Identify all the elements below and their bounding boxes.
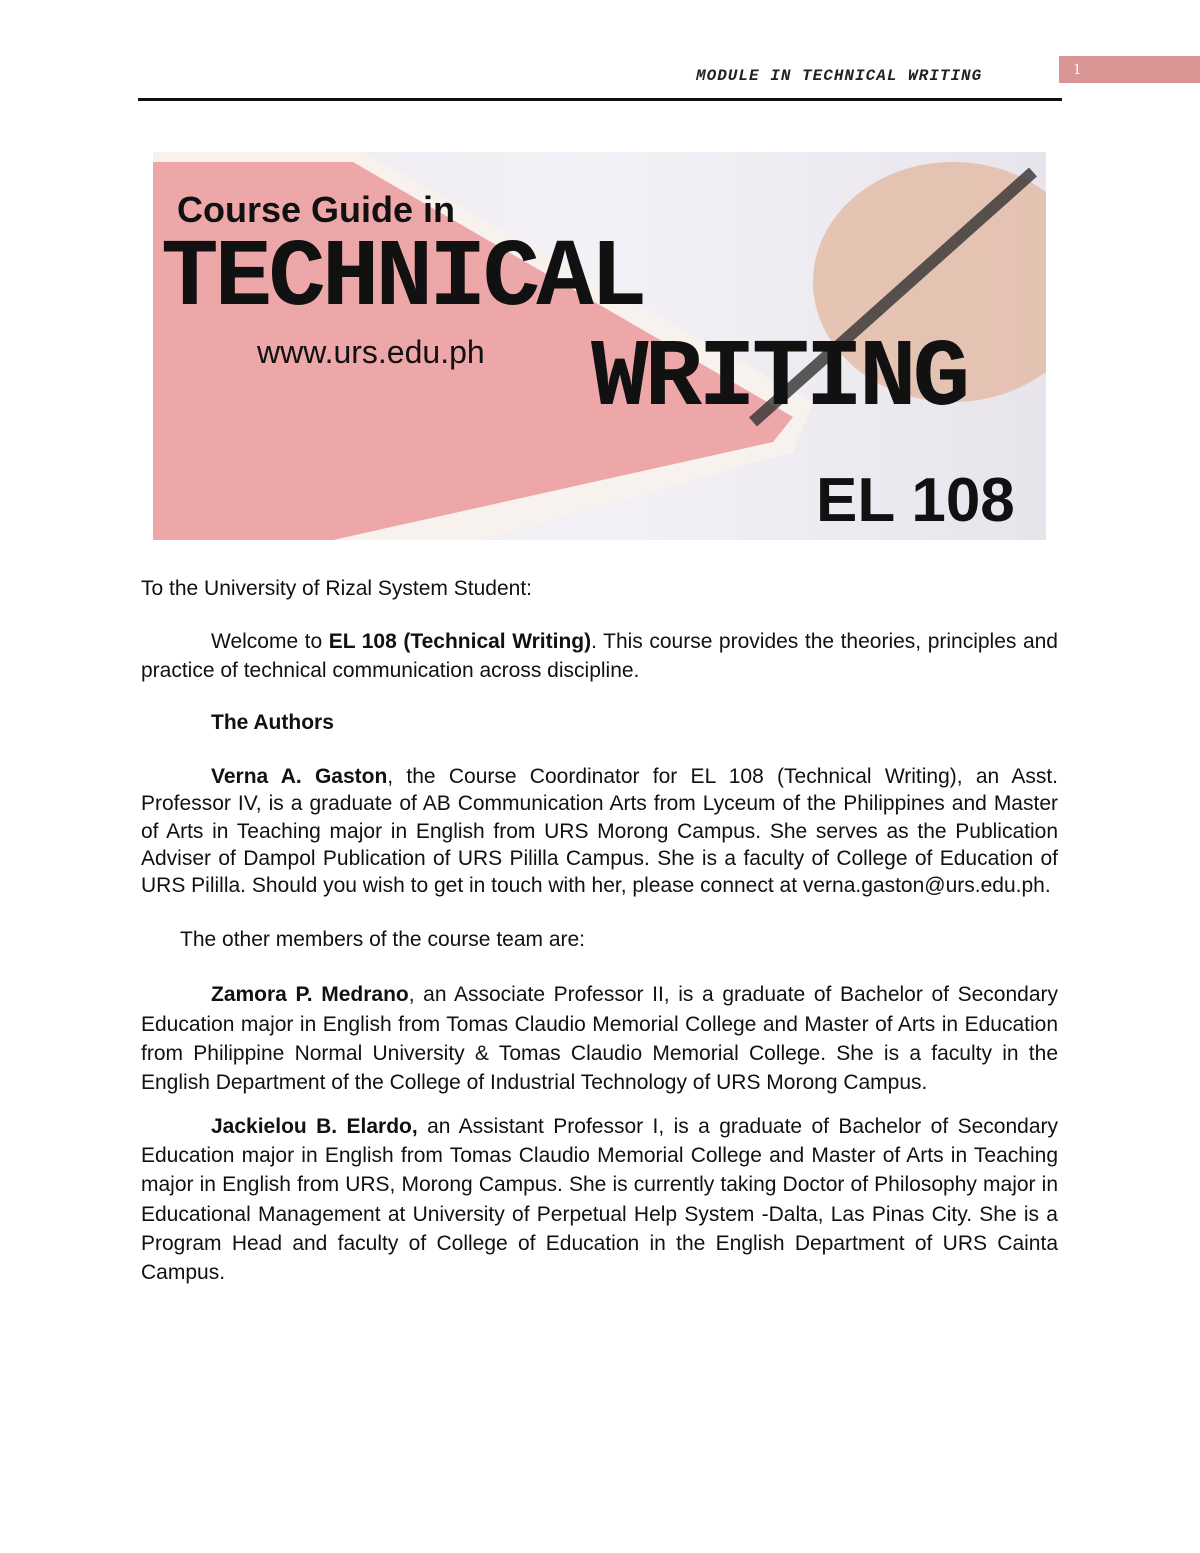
document-body [141, 575, 1058, 1287]
team-intro: The other members of the course team are: [180, 928, 586, 952]
running-header: MODULE IN TECHNICAL WRITING [696, 67, 983, 85]
author-bio-text: , an Associate Professor II, is a graduate of Bachelor of Secondary Education major in English from Tomas Claudio Memorial College and Master of Arts in Education from Philippine Normal University & Tomas Claudio Memorial College. She is a faculty in the English Department of the College of Industrial Technology of URS Morong Campus. [141, 983, 1058, 1095]
salutation: To the University of Rizal System Student: [141, 577, 532, 600]
author-name: Zamora P. Medrano [211, 983, 409, 1007]
header-rule [138, 98, 1062, 101]
author-name: Verna A. Gaston [211, 765, 388, 788]
welcome-text: Welcome to [211, 630, 329, 653]
course-banner-image [153, 152, 1046, 540]
banner-course-code: EL 108 [816, 466, 1015, 535]
author-bio-text: an Assistant Professor I, is a graduate of Bachelor of Secondary Education major in English from Tomas Claudio Memorial College and Master of Arts in Teaching major in English from URS, Morong Campus. She is currently taking Doctor of Philosophy major in Educational Management at University of Perpetual Help System -Dalta, Las Pinas City. She is a Program Head and faculty of College of Education in the English Department of URS Cainta Campus. [141, 1114, 1058, 1285]
author-bio-gaston [141, 763, 1058, 899]
author-name: Jackielou B. Elardo, [211, 1114, 418, 1138]
banner-subtitle: Course Guide in [177, 189, 456, 230]
author-bio-text: , the Course Coordinator for EL 108 (Technical Writing), an Asst. Professor IV, is a graduate of AB Communication Arts from Lyceum of the Philippines and Master of Arts in Teaching major in English from URS Morong Campus. She serves as the Publication Adviser of Dampol Publication of URS Pililla Campus. She is a faculty of College of Education of URS Pililla. Should you wish to get in touch with her, please connect at verna.gaston@urs.edu.ph. [141, 765, 1059, 898]
welcome-paragraph [141, 627, 1058, 685]
author-bio-elardo [141, 1112, 1058, 1288]
welcome-text-rest: . This course provides the theories, principles and practice of technical communication across discipline. [141, 630, 1058, 682]
course-name: EL 108 (Technical Writing) [328, 630, 592, 653]
page-number: 1 [1059, 56, 1200, 83]
authors-heading: The Authors [211, 711, 334, 734]
author-bio-medrano [141, 980, 1058, 1097]
banner-title-writing: WRITING [591, 324, 967, 433]
banner-title-technical: TECHNICAL [161, 224, 644, 333]
banner-url: www.urs.edu.ph [257, 334, 485, 370]
